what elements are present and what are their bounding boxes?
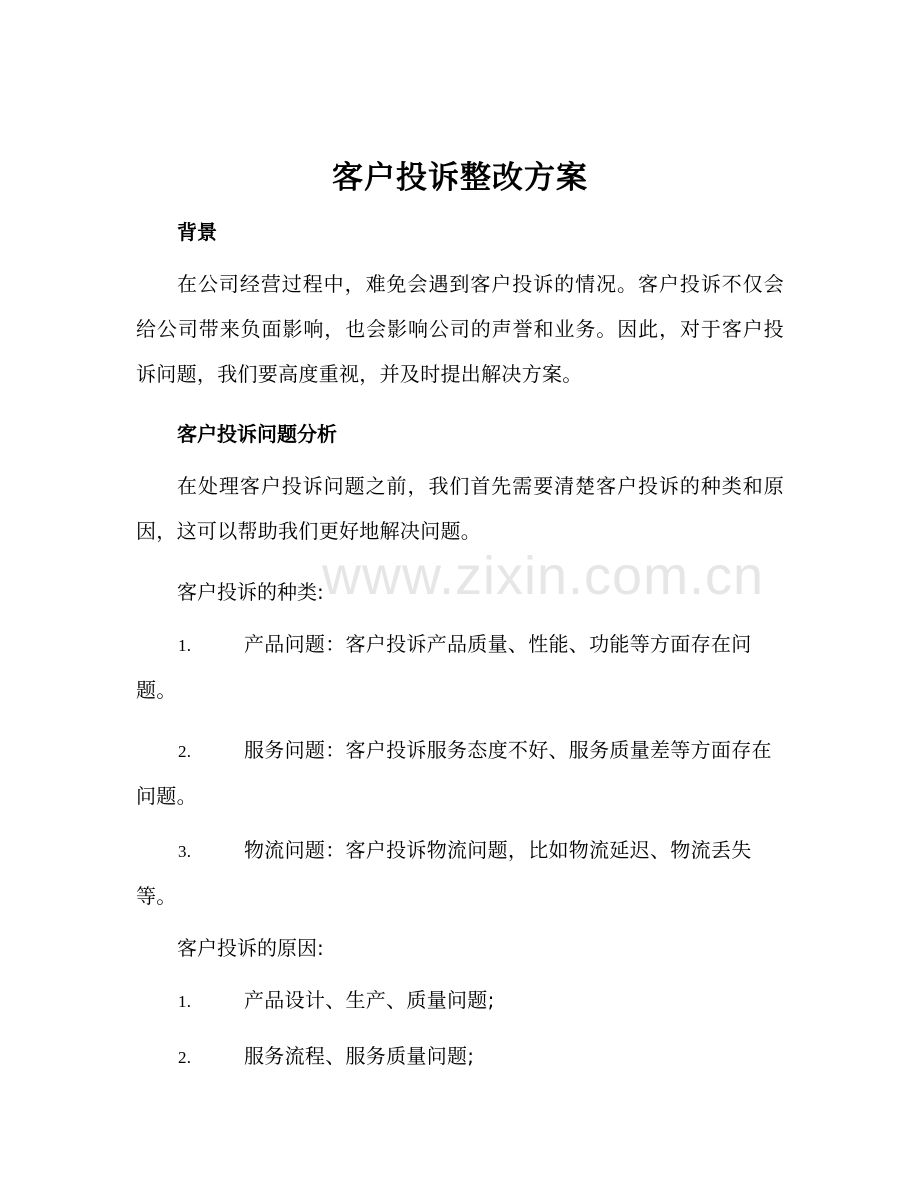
list-number: 1. — [178, 992, 192, 1011]
list-number: 2. — [178, 742, 192, 761]
list-item — [136, 828, 784, 919]
list-item — [136, 978, 784, 1024]
types-label: 客户投诉的种类: — [177, 580, 324, 604]
watermark: www.zixin.com.cn — [322, 546, 765, 606]
list-text: 服务问题：客户投诉服务态度不好、服务质量差等方面存在问题。 — [136, 738, 772, 808]
list-number: 1. — [178, 636, 192, 655]
paragraph-analysis: 在处理客户投诉问题之前，我们首先需要清楚客户投诉的种类和原因，这可以帮助我们更好地解决问题。 — [136, 474, 784, 543]
paragraph-background: 在公司经营过程中，难免会遇到客户投诉的情况。客户投诉不仅会给公司带来负面影响，也会影响公司的声誉和业务。因此，对于客户投诉问题，我们要高度重视，并及时提出解决方案。 — [136, 272, 784, 386]
list-text: 服务流程、服务质量问题; — [244, 1044, 475, 1068]
list-item — [136, 622, 784, 713]
list-text: 产品问题：客户投诉产品质量、性能、功能等方面存在问题。 — [136, 632, 752, 702]
list-text: 产品设计、生产、质量问题; — [244, 988, 495, 1012]
list-item — [136, 728, 784, 819]
section-heading-analysis: 客户投诉问题分析 — [177, 422, 337, 446]
causes-label: 客户投诉的原因: — [177, 936, 324, 960]
list-item — [136, 1034, 784, 1080]
document-title: 客户投诉整改方案 — [332, 160, 588, 196]
section-heading-background: 背景 — [177, 220, 217, 244]
list-text: 物流问题：客户投诉物流问题，比如物流延迟、物流丢失等。 — [136, 838, 752, 908]
list-number: 3. — [178, 842, 192, 861]
list-number: 2. — [178, 1048, 192, 1067]
